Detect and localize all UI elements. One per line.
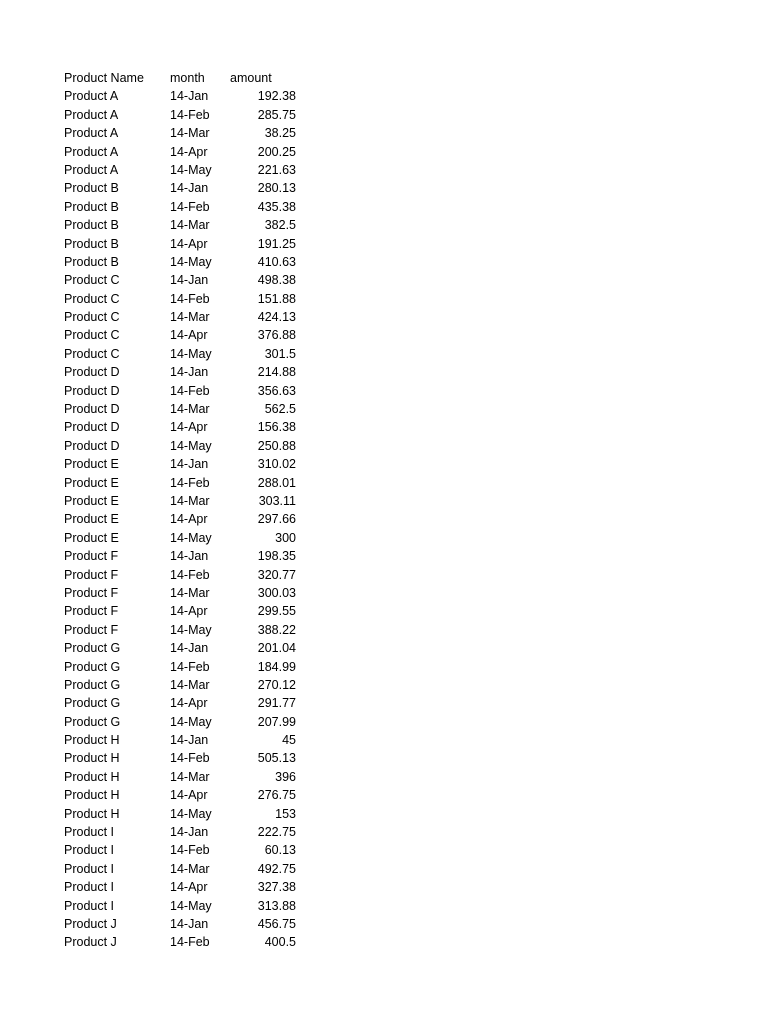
table-row — [64, 768, 324, 786]
month-cell[interactable]: 14-Feb — [170, 107, 210, 122]
table-row — [64, 731, 324, 749]
product-name-cell[interactable]: Product H — [64, 788, 120, 803]
amount-cell[interactable]: 382.5 — [264, 218, 296, 233]
product-name-cell[interactable]: Product D — [64, 420, 120, 435]
month-cell[interactable]: 14-Jan — [170, 916, 209, 931]
month-cell[interactable]: 14-Apr — [170, 880, 208, 895]
table-row — [64, 915, 324, 933]
product-name-cell[interactable]: Product D — [64, 365, 120, 380]
product-name-cell[interactable]: Product E — [64, 457, 119, 472]
table-row — [64, 860, 324, 878]
table-row — [64, 345, 324, 363]
amount-cell[interactable]: 388.22 — [257, 622, 296, 637]
table-row — [64, 878, 324, 896]
product-name-cell[interactable]: Product B — [64, 199, 119, 214]
table-row — [64, 290, 324, 308]
product-name-cell[interactable]: Product A — [64, 144, 119, 159]
month-cell[interactable]: 14-Feb — [170, 475, 210, 490]
amount-cell[interactable]: 300.03 — [257, 585, 296, 600]
month-cell[interactable]: 14-Feb — [170, 199, 210, 214]
product-name-cell[interactable]: Product C — [64, 310, 120, 325]
table-row — [64, 621, 324, 639]
amount-cell[interactable]: 498.38 — [257, 273, 296, 288]
amount-cell[interactable]: 221.63 — [257, 162, 296, 177]
product-name-cell[interactable]: Product I — [64, 825, 115, 840]
table-row — [64, 106, 324, 124]
product-name-cell[interactable]: Product F — [64, 549, 119, 564]
month-cell[interactable]: 14-Mar — [170, 402, 210, 417]
amount-cell[interactable]: 410.63 — [257, 254, 296, 269]
month-cell[interactable]: 14-Feb — [170, 383, 210, 398]
month-cell[interactable]: 14-Apr — [170, 328, 208, 343]
product-name-cell[interactable]: Product J — [64, 935, 117, 950]
table-row — [64, 805, 324, 823]
amount-cell[interactable]: 492.75 — [257, 861, 296, 876]
month-cell[interactable]: 14-May — [170, 438, 212, 453]
product-name-cell[interactable]: Product F — [64, 585, 119, 600]
table-row — [64, 933, 324, 951]
table-row — [64, 547, 324, 565]
month-cell[interactable]: 14-Jan — [170, 273, 209, 288]
table-row — [64, 198, 324, 216]
product-name-cell[interactable]: Product D — [64, 438, 120, 453]
month-cell[interactable]: 14-Mar — [170, 769, 210, 784]
amount-cell[interactable]: 288.01 — [257, 475, 296, 490]
table-row — [64, 786, 324, 804]
month-cell[interactable]: 14-Apr — [170, 144, 208, 159]
table-row — [64, 713, 324, 731]
month-cell[interactable]: 14-Apr — [170, 512, 208, 527]
month-cell[interactable]: 14-Jan — [170, 365, 209, 380]
month-cell[interactable]: 14-Mar — [170, 493, 210, 508]
amount-cell[interactable]: 456.75 — [257, 916, 296, 931]
amount-cell[interactable]: 299.55 — [257, 604, 296, 619]
product-name-cell[interactable]: Product G — [64, 641, 121, 656]
month-cell[interactable]: 14-Jan — [170, 457, 209, 472]
table-row — [64, 455, 324, 473]
table-row — [64, 418, 324, 436]
table-row — [64, 363, 324, 381]
month-cell[interactable]: 14-Feb — [170, 935, 210, 950]
table-row — [64, 124, 324, 142]
month-cell[interactable]: 14-Feb — [170, 751, 210, 766]
product-name-cell[interactable]: Product B — [64, 218, 119, 233]
amount-cell[interactable]: 38.25 — [264, 126, 296, 141]
table-row — [64, 400, 324, 418]
product-name-cell[interactable]: Product F — [64, 567, 119, 582]
month-cell[interactable]: 14-Feb — [170, 843, 210, 858]
table-row — [64, 437, 324, 455]
product-name-cell[interactable]: Product I — [64, 880, 115, 895]
month-cell[interactable]: 14-May — [170, 622, 212, 637]
product-name-cell[interactable]: Product A — [64, 162, 119, 177]
month-cell[interactable]: 14-Apr — [170, 788, 208, 803]
product-name-cell[interactable]: Product I — [64, 861, 115, 876]
table-row — [64, 474, 324, 492]
month-cell[interactable]: 14-Mar — [170, 861, 210, 876]
product-name-cell[interactable]: Product F — [64, 604, 119, 619]
table-row — [64, 694, 324, 712]
amount-cell[interactable]: 356.63 — [257, 383, 296, 398]
product-name-cell[interactable]: Product A — [64, 126, 119, 141]
month-cell[interactable]: 14-Jan — [170, 549, 209, 564]
table-row — [64, 658, 324, 676]
amount-cell[interactable]: 327.38 — [257, 880, 296, 895]
table-row — [64, 841, 324, 859]
amount-cell[interactable]: 320.77 — [257, 567, 296, 582]
amount-cell[interactable]: 280.13 — [257, 181, 296, 196]
product-name-cell[interactable]: Product A — [64, 89, 119, 104]
product-name-cell[interactable]: Product H — [64, 769, 120, 784]
amount-cell[interactable]: 396 — [275, 769, 296, 784]
table-row — [64, 897, 324, 915]
table-body — [64, 87, 324, 951]
table-row — [64, 326, 324, 344]
amount-cell[interactable]: 198.35 — [257, 549, 296, 564]
month-cell[interactable]: 14-May — [170, 254, 212, 269]
amount-cell[interactable]: 184.99 — [257, 659, 296, 674]
product-name-cell[interactable]: Product J — [64, 916, 117, 931]
month-cell[interactable]: 14-Mar — [170, 218, 210, 233]
product-name-cell[interactable]: Product F — [64, 622, 119, 637]
table-row — [64, 510, 324, 528]
product-name-cell[interactable]: Product E — [64, 475, 119, 490]
amount-cell[interactable]: 303.11 — [258, 493, 296, 508]
month-cell[interactable]: 14-Feb — [170, 291, 210, 306]
table-row — [64, 179, 324, 197]
table-row — [64, 749, 324, 767]
month-cell[interactable]: 14-Apr — [170, 420, 208, 435]
month-cell[interactable]: 14-Feb — [170, 659, 210, 674]
amount-cell[interactable]: 153 — [275, 806, 296, 821]
product-name-cell[interactable]: Product C — [64, 273, 120, 288]
product-name-cell[interactable]: Product H — [64, 733, 120, 748]
table-row — [64, 639, 324, 657]
product-name-cell[interactable]: Product H — [64, 806, 120, 821]
amount-cell[interactable]: 400.5 — [264, 935, 296, 950]
product-name-cell[interactable]: Product E — [64, 530, 119, 545]
amount-cell[interactable]: 301.5 — [264, 346, 296, 361]
amount-cell[interactable]: 424.13 — [257, 310, 296, 325]
month-cell[interactable]: 14-Mar — [170, 310, 210, 325]
amount-cell[interactable]: 285.75 — [257, 107, 296, 122]
amount-cell[interactable]: 297.66 — [257, 512, 296, 527]
amount-cell[interactable]: 207.99 — [257, 714, 296, 729]
spreadsheet-table — [64, 69, 324, 952]
month-cell[interactable]: 14-Mar — [170, 126, 210, 141]
month-cell[interactable]: 14-Jan — [170, 825, 209, 840]
table-row — [64, 161, 324, 179]
month-cell[interactable]: 14-May — [170, 714, 212, 729]
amount-cell[interactable]: 313.88 — [257, 898, 296, 913]
month-cell[interactable]: 14-Apr — [170, 236, 208, 251]
table-row — [64, 271, 324, 289]
table-row — [64, 676, 324, 694]
amount-cell[interactable]: 562.5 — [264, 402, 296, 417]
product-name-cell[interactable]: Product B — [64, 236, 119, 251]
table-row — [64, 492, 324, 510]
product-name-cell[interactable]: Product D — [64, 402, 120, 417]
amount-cell[interactable]: 222.75 — [257, 825, 296, 840]
month-cell[interactable]: 14-Feb — [170, 567, 210, 582]
amount-cell[interactable]: 310.02 — [257, 457, 296, 472]
amount-cell[interactable]: 505.13 — [257, 751, 296, 766]
product-name-cell[interactable]: Product B — [64, 181, 119, 196]
table-row — [64, 566, 324, 584]
table-row — [64, 308, 324, 326]
header-month[interactable]: month — [170, 71, 205, 85]
amount-cell[interactable]: 214.88 — [257, 365, 296, 380]
product-name-cell[interactable]: Product I — [64, 898, 115, 913]
table-row — [64, 823, 324, 841]
table-row — [64, 235, 324, 253]
amount-cell[interactable]: 376.88 — [257, 328, 296, 343]
month-cell[interactable]: 14-Mar — [170, 585, 210, 600]
product-name-cell[interactable]: Product C — [64, 328, 120, 343]
month-cell[interactable]: 14-May — [170, 806, 212, 821]
month-cell[interactable]: 14-Jan — [170, 733, 209, 748]
amount-cell[interactable]: 45 — [282, 733, 296, 748]
product-name-cell[interactable]: Product G — [64, 714, 121, 729]
product-name-cell[interactable]: Product B — [64, 254, 119, 269]
product-name-cell[interactable]: Product C — [64, 291, 120, 306]
month-cell[interactable]: 14-Apr — [170, 604, 208, 619]
month-cell[interactable]: 14-May — [170, 162, 212, 177]
product-name-cell[interactable]: Product G — [64, 659, 121, 674]
amount-cell[interactable]: 60.13 — [264, 843, 296, 858]
month-cell[interactable]: 14-Jan — [170, 641, 209, 656]
table-row — [64, 143, 324, 161]
month-cell[interactable]: 14-Jan — [170, 181, 209, 196]
month-cell[interactable]: 14-May — [170, 898, 212, 913]
product-name-cell[interactable]: Product E — [64, 493, 119, 508]
amount-cell[interactable]: 270.12 — [257, 677, 296, 692]
amount-cell[interactable]: 276.75 — [257, 788, 296, 803]
table-row — [64, 602, 324, 620]
table-row — [64, 87, 324, 105]
amount-cell[interactable]: 151.88 — [257, 291, 296, 306]
product-name-cell[interactable]: Product A — [64, 107, 119, 122]
product-name-cell[interactable]: Product G — [64, 677, 121, 692]
table-row — [64, 253, 324, 271]
product-name-cell[interactable]: Product D — [64, 383, 120, 398]
amount-cell[interactable]: 156.38 — [257, 420, 296, 435]
amount-cell[interactable]: 191.25 — [257, 236, 296, 251]
table-row — [64, 584, 324, 602]
product-name-cell[interactable]: Product I — [64, 843, 115, 858]
month-cell[interactable]: 14-Mar — [170, 677, 210, 692]
product-name-cell[interactable]: Product H — [64, 751, 120, 766]
amount-cell[interactable]: 192.38 — [257, 89, 296, 104]
table-row — [64, 529, 324, 547]
product-name-cell[interactable]: Product C — [64, 346, 120, 361]
header-row — [64, 69, 324, 87]
amount-cell[interactable]: 250.88 — [257, 438, 296, 453]
table-row — [64, 216, 324, 234]
month-cell[interactable]: 14-Apr — [170, 696, 208, 711]
month-cell[interactable]: 14-May — [170, 346, 212, 361]
month-cell[interactable]: 14-May — [170, 530, 212, 545]
header-product-name[interactable]: Product Name — [64, 71, 144, 85]
product-name-cell[interactable]: Product E — [64, 512, 119, 527]
amount-cell[interactable]: 201.04 — [257, 641, 296, 656]
month-cell[interactable]: 14-Jan — [170, 89, 209, 104]
header-amount[interactable]: amount — [230, 71, 272, 85]
product-name-cell[interactable]: Product G — [64, 696, 121, 711]
amount-cell[interactable]: 435.38 — [257, 199, 296, 214]
amount-cell[interactable]: 300 — [275, 530, 296, 545]
amount-cell[interactable]: 200.25 — [257, 144, 296, 159]
table-row — [64, 382, 324, 400]
amount-cell[interactable]: 291.77 — [257, 696, 296, 711]
